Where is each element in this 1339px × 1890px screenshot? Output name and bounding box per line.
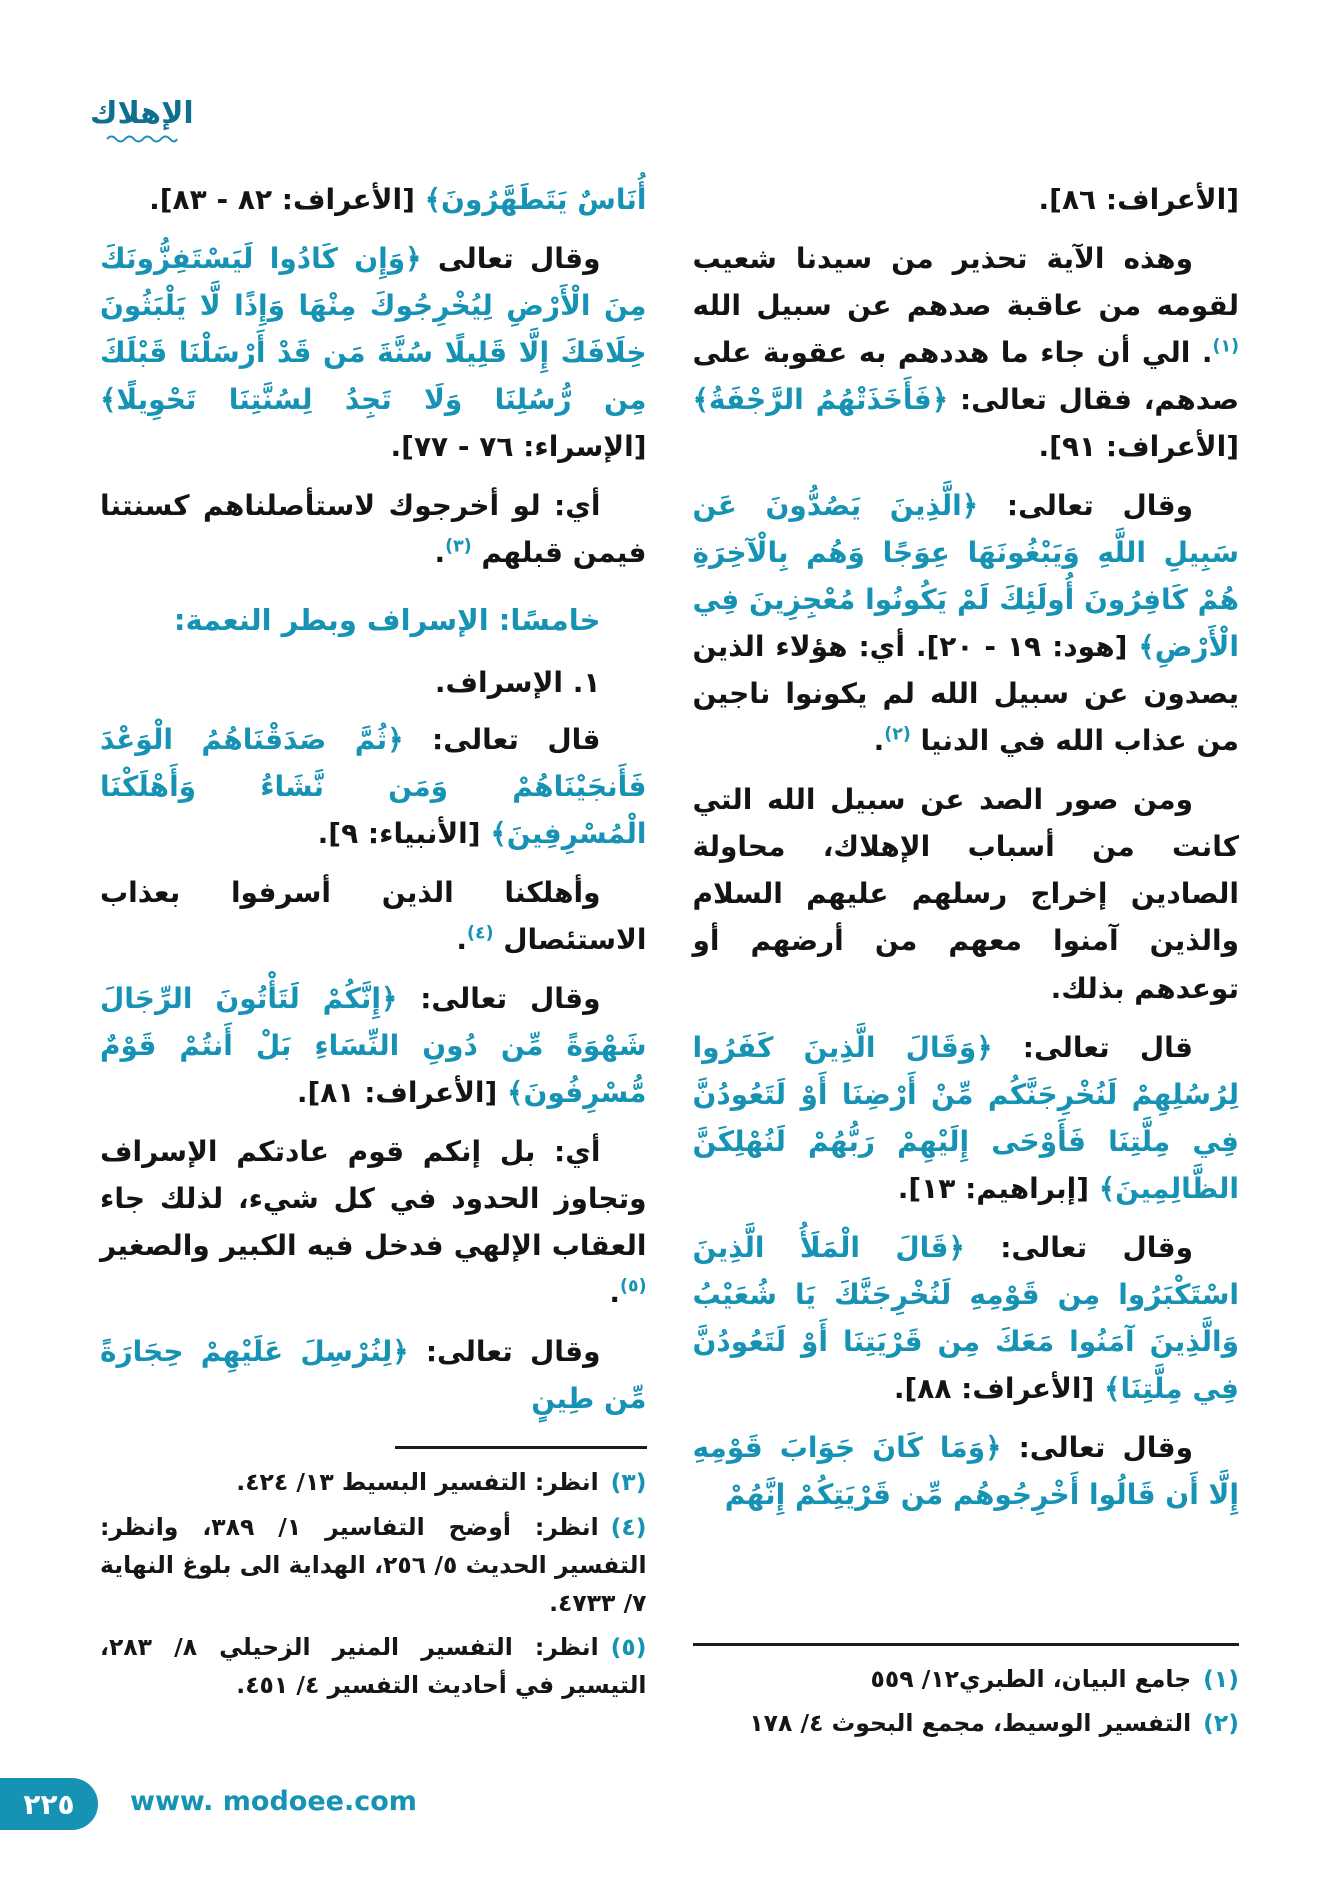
header-underline-ornament — [106, 134, 178, 144]
paragraph — [693, 1024, 1240, 1212]
quran-verse: ﴿الَّذِينَ يَصُدُّونَ عَن سَبِيلِ اللَّهِ وَيَبْغُونَهَا عِوَجًا وَهُم بِالْآخِرَةِ هُمْ كَافِرُونَ أُولَئِكَ لَمْ يَكُونُوا مُعْجِزِينَ فِي الْأَرْضِ﴾ — [692, 489, 1239, 664]
paragraph — [693, 776, 1240, 1011]
footnote-number: (٥) — [610, 1632, 647, 1661]
right-column-content — [693, 176, 1240, 1530]
footnote-text: انظر: أوضح التفاسير ١/ ٣٨٩، وانظر: التفسير الحديث ٥/ ٢٥٦، الهداية الى بلوغ النهاية ٧/ ٤٧٣٣. — [100, 1512, 647, 1617]
paragraph — [693, 176, 1240, 223]
verse-reference: [الأعراف: ٨٢ - ٨٣]. — [149, 183, 415, 216]
footnote-marker: (١) — [1212, 336, 1239, 357]
quran-verse: ﴿وَمَا كَانَ جَوَابَ قَوْمِهِ إِلَّا أَن قَالُوا أَخْرِجُوهُم مِّن قَرْيَتِكُمْ إِنَّهُمْ — [692, 1430, 1239, 1511]
footnote-marker: (٣) — [445, 536, 472, 557]
page-number-badge — [0, 1778, 98, 1830]
footnote-marker: (٤) — [467, 923, 494, 944]
body-text: قال تعالى: — [403, 723, 601, 756]
body-text: أي: هؤلاء الذين يصدون عن سبيل الله لم يكونوا ناجين من عذاب الله في الدنيا — [692, 630, 1239, 758]
paragraph — [100, 1328, 647, 1422]
page-footer — [0, 1778, 1339, 1832]
quran-verse: أُنَاسٌ يَتَطَهَّرُونَ﴾ — [414, 183, 647, 216]
body-text: وقال تعالى: — [408, 1335, 601, 1369]
paragraph — [100, 482, 647, 576]
body-text: وقال تعالى — [421, 242, 601, 276]
paragraph — [100, 1128, 647, 1316]
quran-verse: ﴿إِنَّكُمْ لَتَأْتُونَ الرِّجَالَ شَهْوَةً مِّن دُونِ النِّسَاءِ بَلْ أَنتُمْ قَوْمٌ مُّسْرِفُونَ﴾ — [100, 982, 647, 1110]
body-text: وقال تعالى: — [964, 1230, 1193, 1264]
verse-reference: [الأنبياء: ٩]. — [317, 817, 481, 851]
paragraph — [100, 176, 647, 223]
footnote — [100, 1463, 647, 1501]
footnote-text: التفسير الوسيط، مجمع البحوث ٤/ ١٧٨ — [749, 1708, 1192, 1737]
paragraph — [693, 482, 1240, 764]
paragraph — [693, 1224, 1240, 1412]
right-column-footnotes — [693, 1631, 1240, 1748]
quran-verse: ﴿قَالَ الْمَلَأُ الَّذِينَ اسْتَكْبَرُوا مِن قَوْمِهِ لَنُخْرِجَنَّكَ يَا شُعَيْبُ وَالَّذِينَ آمَنُوا مَعَكَ مِن قَرْيَتِنَا أَوْ لَتَعُودُنَّ فِي مِلَّتِنَا﴾ — [692, 1230, 1239, 1405]
footnote-number: (١) — [1203, 1664, 1239, 1693]
sub-heading — [100, 659, 647, 706]
verse-reference: [هود: ١٩ - ٢٠]. — [915, 630, 1128, 664]
footnote-text: جامع البيان، الطبري١٢/ ٥٥٩ — [870, 1664, 1192, 1693]
footnote-number: (٣) — [610, 1468, 647, 1497]
body-text: وقال تعالى: — [1001, 1430, 1193, 1464]
footnote-marker: (٥) — [620, 1277, 647, 1298]
paragraph — [693, 235, 1240, 470]
body-text: أي: لو أخرجوك لاستأصلناهم كسنتنا فيمن قبلهم — [100, 489, 647, 570]
chapter-title: الإهلاك — [90, 96, 194, 131]
body-text: . — [434, 536, 446, 570]
body-text: ١. الإسراف. — [434, 665, 601, 699]
paragraph — [100, 235, 647, 470]
quran-verse: ﴿وَإِن كَادُوا لَيَسْتَفِزُّونَكَ مِنَ الْأَرْضِ لِيُخْرِجُوكَ مِنْهَا وَإِذًا لَّا يَلْبَثُونَ خِلَافَكَ إِلَّا قَلِيلًا سُنَّةَ مَن قَدْ أَرْسَلْنَا قَبْلَكَ مِن رُّسُلِنَا وَلَا تَجِدُ لِسُنَّتِنَا تَحْوِيلًا﴾ — [100, 242, 647, 417]
page-header — [90, 96, 194, 144]
paragraph — [100, 869, 647, 963]
body-text: . — [609, 1276, 621, 1310]
body-text: ومن صور الصد عن سبيل الله التي كانت من أسباب الإهلاك، محاولة الصادين إخراج رسلهم عليهم السلام والذين آمنوا معهم من أرضهم أو توعدهم بذلك. — [692, 783, 1239, 1005]
footnote-separator — [693, 1643, 1240, 1646]
footnote — [693, 1704, 1240, 1742]
quran-verse: ﴿فَأَخَذَتْهُمُ الرَّجْفَةُ﴾ — [692, 383, 949, 417]
verse-reference: [الأعراف: ٨١]. — [296, 1076, 498, 1110]
quran-verse: ﴿وَقَالَ الَّذِينَ كَفَرُوا لِرُسُلِهِمْ لَنُخْرِجَنَّكُم مِّنْ أَرْضِنَا أَوْ لَتَعُودُنَّ فِي مِلَّتِنَا فَأَوْحَى إِلَيْهِمْ رَبُّهُمْ لَنُهْلِكَنَّ الظَّالِمِينَ﴾ — [692, 1030, 1239, 1205]
verse-reference: [إبراهيم: ١٣]. — [897, 1171, 1090, 1205]
left-column-content — [100, 176, 647, 1434]
verse-reference: [الإسراء: ٧٦ - ٧٧]. — [390, 430, 647, 464]
paragraph — [693, 1424, 1240, 1518]
body-text: وقال تعالى: — [397, 982, 601, 1016]
left-column — [100, 176, 647, 1748]
body-text: . — [873, 724, 885, 758]
section-heading — [100, 596, 647, 645]
body-text: وأهلكنا الذين أسرفوا بعذاب الاستئصال — [100, 876, 647, 957]
left-column-footnotes — [100, 1434, 647, 1709]
footnote-marker: (٢) — [884, 725, 911, 746]
footnote-number: (٤) — [610, 1512, 647, 1541]
verse-reference: [الأعراف: ٨٨]. — [893, 1371, 1095, 1405]
footnote-number: (٢) — [1203, 1708, 1239, 1737]
heading-text: خامسًا: الإسراف وبطر النعمة: — [173, 603, 601, 638]
page-number: ٢٢٥ — [23, 1787, 75, 1821]
body-text: . — [456, 923, 468, 957]
verse-reference: [الأعراف: ٨٦]. — [1038, 183, 1239, 216]
verse-reference: [الأعراف: ٩١]. — [1038, 430, 1239, 464]
paragraph — [100, 975, 647, 1116]
footnote-text: انظر: التفسير البسيط ١٣/ ٤٢٤. — [236, 1468, 599, 1497]
quran-verse: ﴿لِنُرْسِلَ عَلَيْهِمْ حِجَارَةً مِّن طِينٍ — [100, 1335, 647, 1416]
body-text: . الي أن جاء ما هددهم به عقوبة على صدهم، فقال تعالى: — [692, 336, 1239, 417]
footnote — [100, 1508, 647, 1622]
two-column-text-area — [100, 176, 1239, 1748]
body-text: قال تعالى: — [992, 1030, 1193, 1064]
body-text: وقال تعالى: — [978, 489, 1193, 523]
website-url: www. modoee.com — [130, 1786, 417, 1817]
body-text: وهذه الآية تحذير من سيدنا شعيب لقومه من عاقبة صدهم عن سبيل الله — [692, 242, 1239, 323]
footnote — [100, 1628, 647, 1704]
footnote — [693, 1660, 1240, 1698]
quran-verse: ﴿ثُمَّ صَدَقْنَاهُمُ الْوَعْدَ فَأَنجَيْنَاهُمْ وَمَن نَّشَاءُ وَأَهْلَكْنَا الْمُسْرِفِينَ﴾ — [100, 723, 647, 851]
paragraph — [100, 716, 647, 857]
footnote-separator — [395, 1446, 646, 1449]
body-text: أي: بل إنكم قوم عادتكم الإسراف وتجاوز الحدود في كل شيء، لذلك جاء العقاب الإلهي فدخل فيه الكبير والصغير — [100, 1135, 647, 1263]
footnote-text: انظر: التفسير المنير الزحيلي ٨/ ٢٨٣، التيسير في أحاديث التفسير ٤/ ٤٥١. — [100, 1632, 647, 1699]
right-column — [693, 176, 1240, 1748]
